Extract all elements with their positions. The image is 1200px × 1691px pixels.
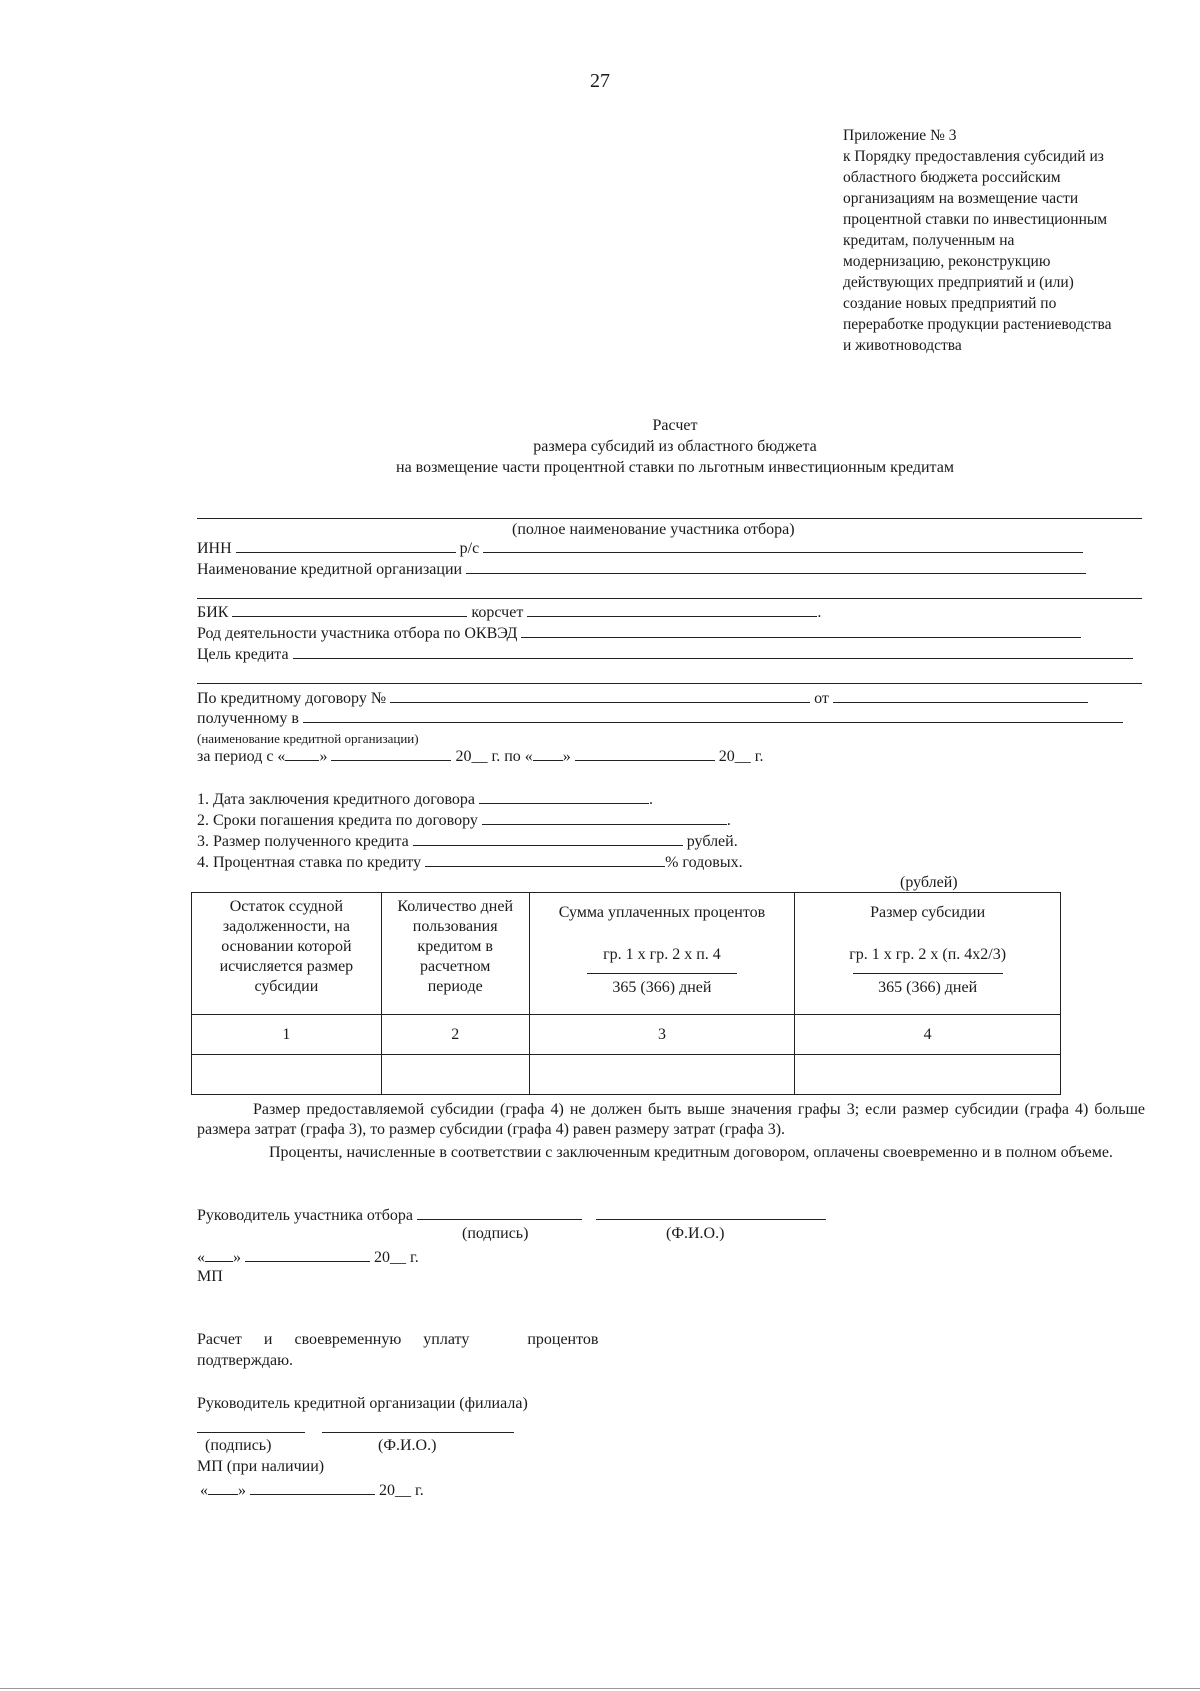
period-end-month-field[interactable] xyxy=(575,746,715,761)
bank-fio-field[interactable] xyxy=(322,1432,514,1433)
confirmation-line-2: подтверждаю. xyxy=(197,1352,294,1369)
korschet-label: корсчет xyxy=(471,604,524,621)
table-row xyxy=(192,1055,1061,1095)
period-quote: » xyxy=(319,748,328,765)
item-4 xyxy=(197,852,743,873)
head-fio-field[interactable] xyxy=(596,1205,826,1220)
appendix-note xyxy=(843,125,1112,356)
note-paragraph-1: Размер предоставляемой субсидии (графа 4) не должен быть выше значения графы 3; если размер субсидии (графа 4) больше размера затрат (графа 3), то размер субсидии (графа 4) равен размеру затрат (графа 3). xyxy=(197,1101,1145,1138)
received-label: полученному в xyxy=(197,710,299,727)
bik-field[interactable] xyxy=(232,602,467,617)
item-4-label: 4. Процентная ставка по кредиту xyxy=(197,854,422,871)
formula-denominator: 365 (366) дней xyxy=(612,979,712,996)
item-3-label: 3. Размер полученного кредита xyxy=(197,833,409,850)
column-number: 2 xyxy=(381,1015,529,1055)
contract-date-field[interactable] xyxy=(833,688,1088,703)
bank-name-row xyxy=(197,559,1086,580)
formula-numerator: гр. 1 х гр. 2 х (п. 4х2/3) xyxy=(849,946,1007,963)
confirmation-word: и xyxy=(263,1331,273,1348)
bank-caption: (наименование кредитной организации) xyxy=(197,731,419,746)
title-line: размера субсидий из областного бюджета xyxy=(533,438,817,455)
title-line: Расчет xyxy=(652,417,698,434)
interest-paid-cell[interactable] xyxy=(529,1055,795,1095)
period-start-day-field[interactable] xyxy=(285,746,319,761)
page-number: 27 xyxy=(590,70,610,92)
bik-label: БИК xyxy=(197,604,229,621)
calculation-table xyxy=(191,892,1061,1095)
loan-balance-cell[interactable] xyxy=(192,1055,382,1095)
note-paragraph-2: Проценты, начисленные в соответствии с заключенным кредитным договором, оплачены своевременно и в полном объеме. xyxy=(269,1144,1113,1161)
header-line: расчетном xyxy=(419,958,491,975)
fio-caption: (Ф.И.О.) xyxy=(666,1225,725,1242)
okved-row xyxy=(197,623,1081,644)
inn-label: ИНН xyxy=(197,540,232,557)
bank-name-field[interactable] xyxy=(466,559,1086,574)
item-3-end: рублей. xyxy=(686,833,738,850)
bank-sign-caption: (подпись) xyxy=(205,1437,272,1454)
appendix-line: переработке продукции растениеводства xyxy=(843,316,1112,333)
rs-field[interactable] xyxy=(483,538,1083,553)
confirmation-word: Расчет xyxy=(197,1331,242,1348)
head-date-row xyxy=(197,1247,419,1268)
period-quote: » xyxy=(562,748,571,765)
purpose-extra-line[interactable] xyxy=(197,683,1142,684)
appendix-line: действующих предприятий и (или) xyxy=(843,274,1074,291)
full-name-field[interactable] xyxy=(197,518,1142,519)
item-1 xyxy=(197,789,653,810)
stamp-label: МП xyxy=(197,1268,223,1285)
purpose-field[interactable] xyxy=(293,644,1133,659)
formula-numerator: гр. 1 х гр. 2 х п. 4 xyxy=(603,946,721,963)
period-prefix: за период с « xyxy=(197,748,286,765)
header-line: субсидии xyxy=(254,978,319,995)
appendix-line: и животноводства xyxy=(843,337,962,354)
received-bank-field[interactable] xyxy=(303,708,1123,723)
title-line: на возмещение части процентной ставки по льготным инвестиционным кредитам xyxy=(396,459,954,476)
credit-amount-input[interactable] xyxy=(413,831,683,846)
header-line: основании которой xyxy=(221,938,352,955)
header-col-1 xyxy=(192,893,382,1015)
okved-field[interactable] xyxy=(521,623,1081,638)
item-4-end: % годовых. xyxy=(665,854,743,871)
scan-edge-line xyxy=(0,1688,1200,1689)
appendix-line: областного бюджета российским xyxy=(843,169,1061,186)
item-3 xyxy=(197,831,738,852)
item-2 xyxy=(197,810,731,831)
head-signature-row xyxy=(197,1205,826,1226)
confirmation-word: процентов xyxy=(527,1331,599,1348)
korschet-field[interactable] xyxy=(527,602,817,617)
appendix-line: модернизацию, реконструкцию xyxy=(843,253,1051,270)
bank-signature-field[interactable] xyxy=(197,1432,305,1433)
appendix-line: создание новых предприятий по xyxy=(843,295,1057,312)
header-line: пользования xyxy=(412,918,498,935)
bank-stamp-label: МП (при наличии) xyxy=(197,1458,325,1475)
item-1-label: 1. Дата заключения кредитного договора xyxy=(197,791,475,808)
appendix-line: организациям на возмещение части xyxy=(843,190,1079,207)
contract-date-input[interactable] xyxy=(479,789,649,804)
interest-formula xyxy=(587,945,737,998)
fraction-bar xyxy=(587,973,737,974)
bank-name-extra-line[interactable] xyxy=(197,598,1142,599)
item-1-end: . xyxy=(648,791,653,808)
header-line: Остаток ссудной xyxy=(229,898,344,915)
date-close: » xyxy=(233,1249,241,1266)
header-line: кредитом в xyxy=(417,938,493,955)
received-row xyxy=(197,708,1123,729)
period-row xyxy=(197,746,764,767)
appendix-line: Приложение № 3 xyxy=(843,127,957,144)
interest-rate-input[interactable] xyxy=(425,852,665,867)
table-unit: (рублей) xyxy=(900,874,958,891)
head-label: Руководитель участника отбора xyxy=(197,1207,413,1224)
confirmation-word: уплату xyxy=(423,1331,470,1348)
bank-date-day-field[interactable] xyxy=(208,1480,238,1495)
date-month-field[interactable] xyxy=(245,1247,370,1262)
contract-row xyxy=(197,688,1088,709)
period-year: 20__ г. xyxy=(718,748,764,765)
head-signature-field[interactable] xyxy=(417,1205,582,1220)
confirmation-word: своевременную xyxy=(294,1331,402,1348)
document-title xyxy=(0,415,1200,478)
appendix-line: кредитам, полученным на xyxy=(843,232,1015,249)
bank-date-month-field[interactable] xyxy=(250,1480,375,1495)
contract-number-field[interactable] xyxy=(390,688,810,703)
date-year: 20__ г. xyxy=(379,1482,424,1499)
inn-row xyxy=(197,538,1083,559)
confirmation-line xyxy=(197,1330,598,1350)
item-2-label: 2. Сроки погашения кредита по договору xyxy=(197,812,478,829)
header-line: Количество дней xyxy=(397,898,514,915)
column-number: 1 xyxy=(192,1015,382,1055)
header-col-2 xyxy=(381,893,529,1015)
table-number-row xyxy=(192,1015,1061,1055)
okved-label: Род деятельности участника отбора по ОКВЭД xyxy=(197,625,518,642)
appendix-line: процентной ставки по инвестиционным xyxy=(843,211,1108,228)
bik-row: БИК корсчет . xyxy=(197,604,822,621)
inn-field[interactable] xyxy=(236,538,456,553)
header-line: периоде xyxy=(427,978,483,995)
purpose-row xyxy=(197,644,1133,665)
date-year: 20__ г. xyxy=(374,1249,419,1266)
days-cell[interactable] xyxy=(381,1055,529,1095)
date-day-field[interactable] xyxy=(205,1247,233,1262)
date-close: » xyxy=(238,1482,246,1499)
bank-date-row xyxy=(200,1480,424,1501)
header-col-3-title: Сумма уплаченных процентов xyxy=(558,904,766,921)
table-header-row xyxy=(192,893,1061,1015)
formula-denominator: 365 (366) дней xyxy=(878,979,978,996)
column-number: 3 xyxy=(529,1015,795,1055)
fraction-bar xyxy=(853,973,1003,974)
sign-caption: (подпись) xyxy=(462,1225,529,1242)
contract-label: По кредитному договору № xyxy=(197,690,387,707)
date-open: « xyxy=(200,1482,208,1499)
bank-name-label: Наименование кредитной организации xyxy=(197,561,463,578)
subsidy-formula xyxy=(849,945,1006,998)
header-line: задолженности, на xyxy=(222,918,350,935)
appendix-line: к Порядку предоставления субсидий из xyxy=(843,148,1104,165)
period-end-day-field[interactable] xyxy=(533,746,563,761)
header-col-4-title: Размер субсидии xyxy=(870,904,986,921)
rs-label: р/с xyxy=(459,540,480,557)
repayment-terms-input[interactable] xyxy=(482,810,727,825)
purpose-label: Цель кредита xyxy=(197,646,289,663)
period-start-month-field[interactable] xyxy=(331,746,451,761)
header-col-4 xyxy=(795,893,1061,1015)
header-line: исчисляется размер xyxy=(219,958,354,975)
date-open: « xyxy=(197,1249,205,1266)
bank-head-label: Руководитель кредитной организации (филиала) xyxy=(197,1395,528,1412)
period-middle: 20__ г. по « xyxy=(455,748,533,765)
item-2-end: . xyxy=(726,812,731,829)
header-col-3 xyxy=(529,893,795,1015)
bank-fio-caption: (Ф.И.О.) xyxy=(378,1437,437,1454)
full-name-caption: (полное наименование участника отбора) xyxy=(512,521,795,538)
subsidy-amount-cell[interactable] xyxy=(795,1055,1061,1095)
from-label: от xyxy=(814,690,829,707)
column-number: 4 xyxy=(795,1015,1061,1055)
